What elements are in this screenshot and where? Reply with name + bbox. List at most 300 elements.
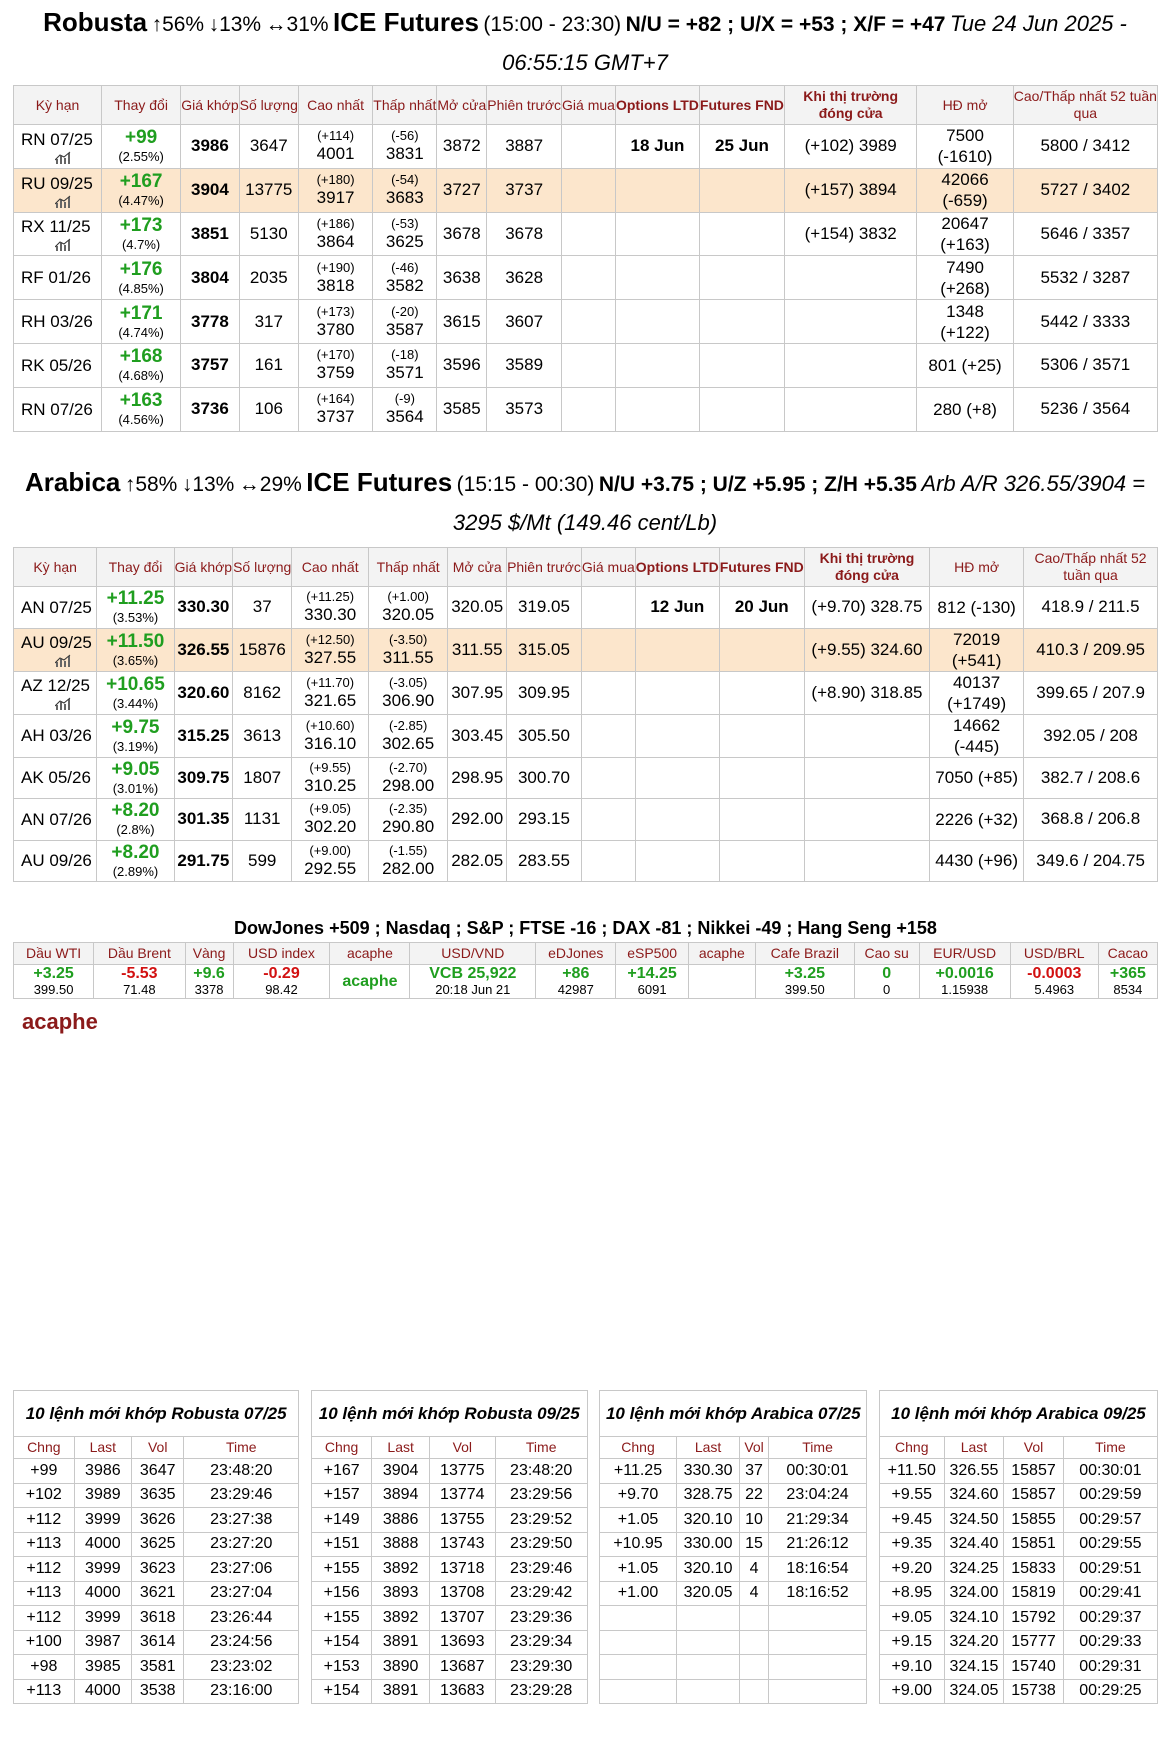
trade-change: +8.95 (879, 1581, 944, 1606)
close-value (784, 256, 916, 300)
trade-vol: 15792 (1004, 1606, 1064, 1631)
last-price: 320.60 (174, 671, 232, 714)
trade-time: 23:48:20 (495, 1459, 587, 1484)
indicator-label[interactable]: Cao su (854, 943, 919, 965)
trade-time: 23:27:20 (184, 1532, 299, 1557)
trade-time (768, 1655, 867, 1680)
arabica-futures-table (13, 547, 1158, 882)
trade-last: 3894 (372, 1483, 429, 1508)
trade-last: 324.05 (944, 1679, 1004, 1704)
low-cell (369, 628, 448, 671)
trade-change: +112 (14, 1606, 75, 1631)
high-change: (+9.05) (309, 801, 351, 817)
trade-time: 23:29:28 (495, 1679, 587, 1704)
trade-last: 3893 (372, 1581, 429, 1606)
contract-name: RK 05/26 (21, 355, 92, 375)
last-price: 3736 (181, 387, 239, 431)
futures-row[interactable] (14, 587, 1158, 629)
panel-gap (299, 1532, 312, 1557)
bid-price (581, 628, 635, 671)
trade-last: 4000 (74, 1581, 131, 1606)
trade-vol (740, 1606, 768, 1631)
trade-time (768, 1606, 867, 1631)
contract-cell[interactable] (14, 387, 102, 431)
high-cell (292, 757, 369, 799)
low-cell (373, 343, 437, 387)
change-cell (102, 343, 181, 387)
trade-vol: 15740 (1004, 1655, 1064, 1680)
week52-range: 368.8 / 206.8 (1024, 799, 1158, 841)
trade-last: 3985 (74, 1655, 131, 1680)
high-cell (292, 671, 369, 714)
trade-change: +9.20 (879, 1557, 944, 1582)
low-cell (373, 125, 437, 169)
trade-row (14, 1679, 1158, 1704)
last-price: 291.75 (174, 840, 232, 882)
bid-price (581, 757, 635, 799)
indicator-value[interactable] (14, 965, 94, 999)
open-interest: 2226 (+32) (930, 799, 1024, 841)
high-change: (+186) (316, 215, 355, 231)
trade-row (14, 1557, 1158, 1582)
indicator-label[interactable]: Cacao (1098, 943, 1157, 965)
indicator-label[interactable]: acaphe (330, 943, 410, 965)
indicator-value[interactable] (1010, 965, 1098, 999)
futures-row[interactable] (14, 714, 1158, 757)
trade-vol: 4 (740, 1581, 768, 1606)
indicator-sub: 6091 (637, 981, 667, 997)
trade-vol: 13687 (429, 1655, 495, 1680)
indicator-value[interactable] (616, 965, 688, 999)
chart-icon[interactable] (55, 654, 71, 667)
panel-gap (587, 1532, 600, 1557)
volume: 599 (233, 840, 292, 882)
trade-time: 21:26:12 (768, 1532, 867, 1557)
trade-last: 324.20 (944, 1630, 1004, 1655)
robusta-hours: (15:00 - 23:30) (483, 13, 622, 36)
contract-cell[interactable] (14, 799, 97, 841)
high-change: (+180) (316, 172, 355, 188)
panel-gap (587, 1679, 600, 1704)
trades-col-chng: Chng (14, 1437, 75, 1459)
trade-change: +1.00 (600, 1581, 677, 1606)
low-change: (-20) (391, 303, 419, 319)
indicator-label[interactable]: Vàng (185, 943, 233, 965)
indicator-change: -0.29 (263, 964, 300, 982)
futures-row[interactable] (14, 757, 1158, 799)
col-mo-cua: Mở cửa (437, 86, 487, 125)
trade-row (14, 1655, 1158, 1680)
trade-row (14, 1532, 1158, 1557)
volume: 2035 (239, 256, 298, 300)
trade-row (14, 1508, 1158, 1533)
low-change: (-2.85) (389, 717, 428, 733)
chart-icon[interactable] (55, 697, 71, 710)
indicator-sub: 98.42 (265, 981, 298, 997)
col-khi-dong-cua: Khi thị trường đóng cửa (804, 548, 929, 587)
options-ltd (615, 256, 699, 300)
indicator-value[interactable] (410, 965, 536, 999)
contract-cell[interactable] (14, 212, 102, 256)
contract-cell[interactable] (14, 125, 102, 169)
indicator-value[interactable] (536, 965, 616, 999)
panel-gap (867, 1391, 880, 1437)
trade-vol: 15833 (1004, 1557, 1064, 1582)
robusta-futures-table (13, 85, 1158, 432)
trade-last (676, 1655, 740, 1680)
futures-fnd (719, 799, 804, 841)
indicator-value[interactable] (185, 965, 233, 999)
indicator-value[interactable] (688, 965, 755, 999)
low-value: 3564 (385, 407, 424, 427)
close-value: (+9.55) 324.60 (804, 628, 929, 671)
open-price: 3596 (437, 343, 487, 387)
week52-range: 418.9 / 211.5 (1024, 587, 1158, 629)
trade-time: 00:29:41 (1063, 1581, 1157, 1606)
trade-time (768, 1679, 867, 1704)
contract-name: AN 07/25 (21, 597, 92, 617)
indicator-label[interactable]: Cafe Brazil (755, 943, 854, 965)
col-so-luong: Số lượng (233, 548, 292, 587)
trade-last: 4000 (74, 1679, 131, 1704)
trade-vol: 13708 (429, 1581, 495, 1606)
trade-time: 23:29:50 (495, 1532, 587, 1557)
low-cell (369, 587, 448, 629)
trade-last (676, 1630, 740, 1655)
trade-time (768, 1630, 867, 1655)
change-value: +8.20 (111, 841, 160, 863)
panel-gap (299, 1630, 312, 1655)
arabica-up-pct: ↑58% (124, 473, 178, 496)
last-price: 315.25 (174, 714, 232, 757)
last-price: 309.75 (174, 757, 232, 799)
trade-last: 324.10 (944, 1606, 1004, 1631)
robusta-exchange: ICE Futures (333, 7, 479, 37)
col-thap-nhat: Thấp nhất (369, 548, 448, 587)
trade-last: 328.75 (676, 1483, 740, 1508)
trade-vol: 15857 (1004, 1483, 1064, 1508)
col-ky-han: Kỳ hạn (14, 548, 97, 587)
col-thay-doi: Thay đổi (102, 86, 181, 125)
col-cao-nhat: Cao nhất (298, 86, 372, 125)
trade-vol: 15 (740, 1532, 768, 1557)
change-value: +11.50 (106, 630, 165, 652)
week52-range: 410.3 / 209.95 (1024, 628, 1158, 671)
contract-cell[interactable] (14, 343, 102, 387)
contract-cell[interactable] (14, 256, 102, 300)
panel-gap (299, 1679, 312, 1704)
trade-last: 3892 (372, 1557, 429, 1582)
trade-change: +157 (311, 1483, 372, 1508)
futures-row[interactable] (14, 628, 1158, 671)
trades-col-time: Time (1063, 1437, 1157, 1459)
change-pct: (3.01%) (112, 780, 159, 796)
low-change: (-53) (391, 215, 419, 231)
trade-vol: 13718 (429, 1557, 495, 1582)
change-value: +9.75 (111, 716, 160, 738)
trade-change (600, 1606, 677, 1631)
futures-fnd (699, 300, 784, 344)
high-cell (298, 212, 372, 256)
change-pct: (3.44%) (112, 695, 159, 711)
low-value: 290.80 (382, 817, 435, 837)
col-gia-mua: Giá mua (562, 86, 616, 125)
high-value: 3737 (316, 407, 355, 427)
contract-cell[interactable] (14, 587, 97, 629)
high-cell (298, 168, 372, 212)
trade-last: 324.60 (944, 1483, 1004, 1508)
futures-row[interactable] (14, 125, 1158, 169)
indicator-label[interactable]: Dầu Brent (94, 943, 185, 965)
change-value: +163 (119, 390, 163, 412)
indicator-value[interactable] (330, 965, 410, 999)
trade-last: 320.10 (676, 1508, 740, 1533)
trade-time: 23:04:24 (768, 1483, 867, 1508)
low-value: 3831 (385, 144, 424, 164)
table-header-row (14, 548, 1158, 587)
high-value: 330.30 (304, 605, 357, 625)
trade-vol: 15857 (1004, 1459, 1064, 1484)
high-cell (298, 256, 372, 300)
trade-change: +113 (14, 1532, 75, 1557)
col-hd-mo: HĐ mở (930, 548, 1024, 587)
trade-time: 23:29:56 (495, 1483, 587, 1508)
indicator-change: +0.0016 (935, 964, 994, 982)
open-price: 3638 (437, 256, 487, 300)
indicators-table (13, 942, 1158, 999)
trade-time: 21:29:34 (768, 1508, 867, 1533)
panel-gap (299, 1606, 312, 1631)
indicator-sub: 1.15938 (941, 981, 989, 997)
indicator-label[interactable]: USD index (233, 943, 330, 965)
futures-row[interactable] (14, 840, 1158, 882)
futures-fnd (699, 256, 784, 300)
change-pct: (2.89%) (112, 863, 159, 879)
indicator-value[interactable] (919, 965, 1010, 999)
indicator-value[interactable] (854, 965, 919, 999)
trade-vol: 13693 (429, 1630, 495, 1655)
chart-icon[interactable] (55, 151, 71, 164)
trade-change: +98 (14, 1655, 75, 1680)
contract-cell[interactable] (14, 168, 102, 212)
last-price: 326.55 (174, 628, 232, 671)
trade-change: +9.55 (879, 1483, 944, 1508)
contract-cell[interactable] (14, 628, 97, 671)
trade-change: +99 (14, 1459, 75, 1484)
panel-gap (867, 1655, 880, 1680)
change-pct: (3.65%) (112, 652, 159, 668)
change-value: +176 (119, 258, 163, 280)
indicator-label[interactable]: acaphe (688, 943, 755, 965)
panel-gap (587, 1606, 600, 1631)
robusta-flat-pct: ↔31% (265, 13, 329, 36)
trade-vol: 15738 (1004, 1679, 1064, 1704)
trade-change: +155 (311, 1557, 372, 1582)
change-cell (97, 714, 174, 757)
trade-time: 23:26:44 (184, 1606, 299, 1631)
futures-fnd (719, 671, 804, 714)
high-change: (+11.70) (306, 674, 355, 690)
trade-time: 00:29:31 (1063, 1655, 1157, 1680)
low-change: (-1.55) (389, 842, 428, 858)
contract-cell[interactable] (14, 300, 102, 344)
trade-vol: 15855 (1004, 1508, 1064, 1533)
indicator-label[interactable]: eDJones (536, 943, 616, 965)
indicator-value[interactable] (755, 965, 854, 999)
week52-range: 5646 / 3357 (1013, 212, 1157, 256)
close-value (784, 300, 916, 344)
indicator-change: +14.25 (627, 964, 677, 982)
indicator-label[interactable]: eSP500 (616, 943, 688, 965)
trade-vol: 3623 (132, 1557, 184, 1582)
open-interest: 801 (+25) (917, 343, 1013, 387)
contract-cell[interactable] (14, 671, 97, 714)
change-cell (102, 212, 181, 256)
high-cell (292, 799, 369, 841)
col-khi-dong-cua: Khi thị trường đóng cửa (784, 86, 916, 125)
trade-last: 3999 (74, 1606, 131, 1631)
close-value (804, 840, 929, 882)
robusta-up-pct: ↑56% (151, 13, 205, 36)
futures-fnd: 25 Jun (699, 125, 784, 169)
open-price: 3678 (437, 212, 487, 256)
last-price: 330.30 (174, 587, 232, 629)
trade-row (14, 1630, 1158, 1655)
trade-time: 18:16:52 (768, 1581, 867, 1606)
trade-last: 3999 (74, 1508, 131, 1533)
low-cell (369, 799, 448, 841)
low-cell (373, 256, 437, 300)
futures-row[interactable] (14, 671, 1158, 714)
open-price: 320.05 (448, 587, 507, 629)
open-interest: 40137 (+1749) (930, 671, 1024, 714)
trade-row (14, 1606, 1158, 1631)
futures-row[interactable] (14, 212, 1158, 256)
trade-last (676, 1679, 740, 1704)
contract-name: RX 11/25 (21, 217, 91, 237)
trade-vol: 3618 (132, 1606, 184, 1631)
trade-vol: 13775 (429, 1459, 495, 1484)
futures-row[interactable] (14, 343, 1158, 387)
trade-last: 3986 (74, 1459, 131, 1484)
trade-change: +9.70 (600, 1483, 677, 1508)
bid-price (581, 671, 635, 714)
futures-row[interactable] (14, 168, 1158, 212)
indicator-sub: 42987 (557, 981, 594, 997)
panel-gap (867, 1679, 880, 1704)
trades-col-chng: Chng (600, 1437, 677, 1459)
trade-vol: 3626 (132, 1508, 184, 1533)
trade-last: 324.25 (944, 1557, 1004, 1582)
change-cell (97, 587, 174, 629)
trade-change: +100 (14, 1630, 75, 1655)
chart-icon[interactable] (55, 195, 71, 208)
options-ltd (615, 343, 699, 387)
indicator-value[interactable] (233, 965, 330, 999)
panel-gap (299, 1391, 312, 1437)
trades-col-vol: Vol (740, 1437, 768, 1459)
trade-change: +1.05 (600, 1508, 677, 1533)
bid-price (562, 300, 616, 344)
recent-trades-table (13, 1390, 1158, 1704)
trade-row (14, 1459, 1158, 1484)
trade-time: 23:24:56 (184, 1630, 299, 1655)
trade-last: 3891 (372, 1630, 429, 1655)
trade-change: +11.25 (600, 1459, 677, 1484)
change-value: +11.25 (106, 588, 165, 610)
change-cell (102, 256, 181, 300)
panel-gap (867, 1459, 880, 1484)
col-hd-mo: HĐ mở (917, 86, 1013, 125)
close-value: (+157) 3894 (784, 168, 916, 212)
panel-gap (299, 1581, 312, 1606)
chart-icon[interactable] (55, 238, 71, 251)
indicator-label[interactable]: Dầu WTI (14, 943, 94, 965)
low-value: 306.90 (382, 690, 435, 710)
contract-cell[interactable] (14, 714, 97, 757)
contract-cell[interactable] (14, 840, 97, 882)
trade-change (600, 1655, 677, 1680)
options-ltd: 12 Jun (635, 587, 719, 629)
indicator-label[interactable]: USD/VND (410, 943, 536, 965)
indicator-value[interactable] (94, 965, 185, 999)
trade-row (14, 1483, 1158, 1508)
col-options-ltd: Options LTD (615, 86, 699, 125)
contract-cell[interactable] (14, 757, 97, 799)
indicator-label[interactable]: USD/BRL (1010, 943, 1098, 965)
panel-gap (299, 1459, 312, 1484)
indicator-value[interactable] (1098, 965, 1157, 999)
futures-fnd (699, 343, 784, 387)
low-value: 3587 (385, 319, 424, 339)
volume: 1131 (233, 799, 292, 841)
low-change: (-9) (394, 391, 415, 407)
trade-vol: 13707 (429, 1606, 495, 1631)
panel-gap (299, 1483, 312, 1508)
trade-time: 23:29:34 (495, 1630, 587, 1655)
futures-row[interactable] (14, 387, 1158, 431)
arabica-flat-pct: ↔29% (238, 473, 302, 496)
panel-gap (867, 1606, 880, 1631)
indicator-sub: 20:18 Jun 21 (435, 981, 511, 997)
indicator-sub: 8534 (1113, 981, 1143, 997)
low-change: (+1.00) (387, 589, 429, 605)
low-change: (-3.50) (389, 631, 428, 647)
low-cell (369, 714, 448, 757)
trade-change: +149 (311, 1508, 372, 1533)
indicator-label[interactable]: EUR/USD (919, 943, 1010, 965)
high-change: (+114) (317, 128, 355, 144)
trade-last: 324.40 (944, 1532, 1004, 1557)
col-futures-fnd: Futures FND (699, 86, 784, 125)
trade-time: 00:30:01 (768, 1459, 867, 1484)
trade-vol: 15777 (1004, 1630, 1064, 1655)
trades-col-vol: Vol (429, 1437, 495, 1459)
futures-row[interactable] (14, 256, 1158, 300)
trade-change: +151 (311, 1532, 372, 1557)
indicators-value-row (14, 965, 1158, 999)
high-value: 3917 (316, 188, 355, 208)
futures-row[interactable] (14, 799, 1158, 841)
low-value: 298.00 (382, 775, 435, 795)
high-cell (292, 840, 369, 882)
futures-fnd: 20 Jun (719, 587, 804, 629)
open-price: 303.45 (448, 714, 507, 757)
bid-price (581, 840, 635, 882)
high-value: 3780 (316, 319, 355, 339)
trade-change: +112 (14, 1557, 75, 1582)
futures-row[interactable] (14, 300, 1158, 344)
